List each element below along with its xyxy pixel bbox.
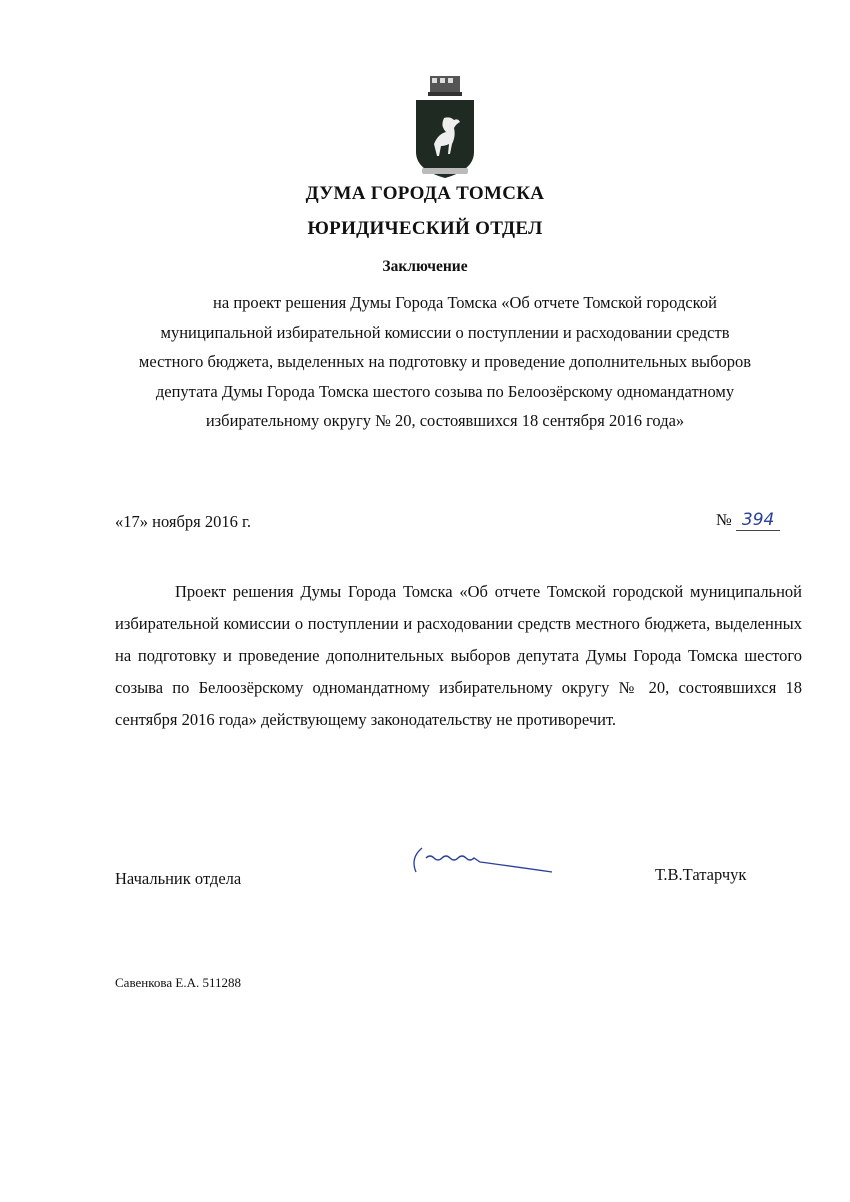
subject xyxy=(120,288,770,436)
signer-position: Начальник отдела xyxy=(115,869,242,888)
city-emblem xyxy=(412,72,478,184)
subject-line: депутата Думы Города Томска шестого созыва по Белоозёрскому одномандатному xyxy=(155,381,735,401)
subject-line: избирательному округу № 20, состоявшихся 18 сентября 2016 года» xyxy=(205,411,685,430)
subject-line: местного бюджета, выделенных на подготовку и проведение дополнительных выборов xyxy=(138,352,752,371)
handwritten-signature xyxy=(408,844,558,878)
number-value: 394 xyxy=(736,510,780,531)
signer-name: Т.В.Татарчук xyxy=(655,865,747,884)
number-label: № xyxy=(716,510,732,529)
body-paragraph: Проект решения Думы Города Томска «Об отчете Томской городской муниципальной избирательной комиссии о поступлении и расходовании средств местного бюджета, выделенных на подготовку и проведение дополнительных выборов депутата Думы Города Томска шестого созыва по Белоозёрскому одномандатному избирательному округу № 20, состоявшихся 18 сентября 2016 года» действующему законодательству не противоречит. xyxy=(115,582,802,729)
organization-name: ДУМА ГОРОДА ТОМСКА xyxy=(305,183,545,204)
subject-line: муниципальной избирательной комиссии о поступлении и расходовании средств xyxy=(160,322,730,342)
subject-line: на проект решения Думы Города Томска «Об отчете Томской городской xyxy=(213,293,717,312)
document-number xyxy=(716,510,780,531)
executor-contact: Савенкова Е.А. 511288 xyxy=(115,975,241,990)
document-type: Заключение xyxy=(382,258,468,275)
document-date: «17» ноября 2016 г. xyxy=(115,512,251,531)
department-name: ЮРИДИЧЕСКИЙ ОТДЕЛ xyxy=(307,218,543,239)
